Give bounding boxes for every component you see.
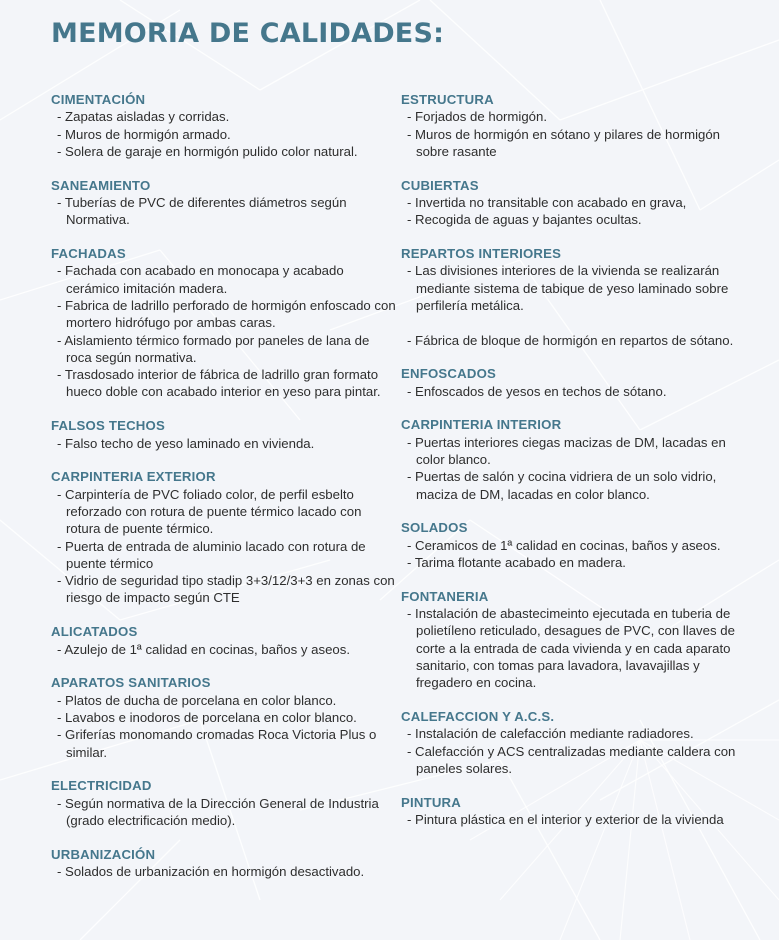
section-aparatos-sanitarios (51, 674, 396, 760)
section-electricidad (51, 777, 396, 829)
section-heading: FACHADAS (51, 246, 126, 262)
list-item: - Puertas interiores ciegas macizas de DM, lacadas en color blanco. (407, 434, 726, 468)
page-title: MEMORIA DE CALIDADES: (51, 18, 445, 49)
list-item: - Instalación de abastecimeinto ejecutada en tuberia de polietíleno reticulado, desagues de PVC, con llaves de corte a la entrada de cada vivienda y en cada aparato sanitario, con tomas para lavadora, lavavajillas y fregadero en cocina. (407, 606, 735, 691)
section-cubiertas (401, 177, 746, 229)
list-item: - Platos de ducha de porcelana en color blanco. (57, 692, 337, 708)
section-heading: ESTRUCTURA (401, 92, 494, 107)
list-item: - Puerta de entrada de aluminio lacado con rotura de puente térmico (57, 538, 366, 571)
section-fontaneria (401, 588, 746, 692)
section-carpinteria-interior (401, 416, 746, 502)
section-heading: SOLADOS (401, 520, 468, 536)
list-item: - Calefacción y ACS centralizadas mediante caldera con paneles solares. (407, 743, 736, 776)
list-item: - Pintura plástica en el interior y exterior de la vivienda (407, 812, 724, 828)
section-enfoscados (401, 365, 746, 400)
list-item: - Muros de hormigón en sótano y pilares de hormigón sobre rasante (407, 126, 721, 159)
section-heading: CARPINTERIA INTERIOR (401, 417, 562, 433)
section-heading: ENFOSCADOS (401, 366, 497, 382)
left-column (51, 91, 396, 897)
section-solados (401, 519, 746, 571)
list-item: - Recogida de aguas y bajantes ocultas. (407, 212, 642, 228)
list-item: - Carpintería de PVC foliado color, de perfil esbelto reforzado con rotura de puente térmico lacado con rotura de puente térmico. (57, 486, 362, 537)
list-item: - Fabrica de ladrillo perforado de hormigón enfoscado con mortero hidrófugo por ambas caras. (57, 297, 396, 331)
list-item: - Tuberías de PVC de diferentes diámetros según Normativa. (57, 194, 347, 228)
list-item: - Invertida no transitable con acabado en grava, (407, 194, 687, 210)
list-item: - Muros de hormigón armado. (57, 126, 231, 142)
list-item: - Solera de garaje en hormigón pulido color natural. (57, 143, 358, 159)
list-item: - Forjados de hormigón. (407, 109, 548, 125)
section-estructura (401, 91, 746, 160)
section-heading: SANEAMIENTO (51, 177, 151, 193)
section-heading: URBANIZACIÓN (51, 846, 156, 862)
section-fachadas (51, 245, 396, 401)
list-item: - Enfoscados de yesos en techos de sótano. (407, 383, 667, 399)
section-cimentacion (51, 91, 396, 160)
list-item: - Vidrio de seguridad tipo stadip 3+3/12/3+3 en zonas con riesgo de impacto según CTE (57, 573, 395, 606)
section-heading: ELECTRICIDAD (51, 778, 152, 794)
right-column (401, 91, 746, 845)
section-heading: ALICATADOS (51, 624, 138, 640)
list-item: - Griferías monomando cromadas Roca Victoria Plus o similar. (57, 727, 377, 760)
section-urbanizacion (51, 846, 396, 881)
list-item: - Zapatas aisladas y corridas. (57, 109, 230, 125)
list-item: - Fachada con acabado en monocapa y acabado cerámico imitación madera. (57, 263, 344, 296)
list-item: - Ceramicos de 1ª calidad en cocinas, baños y aseos. (407, 537, 721, 553)
list-item: - Tarima flotante acabado en madera. (407, 555, 626, 571)
section-heading: CUBIERTAS (401, 177, 479, 193)
list-item: - Aislamiento térmico formado por paneles de lana de roca según normativa. (57, 332, 370, 365)
list-item: - Según normativa de la Dirección General de Industria (grado electrificación medio). (57, 795, 379, 828)
section-heading: CARPINTERIA EXTERIOR (51, 469, 216, 485)
list-item: - Puertas de salón y cocina vidriera de un solo vidrio, maciza de DM, lacadas en color blanco. (407, 469, 717, 502)
list-item: - Lavabos e inodoros de porcelana en color blanco. (57, 709, 357, 725)
section-repartos-interiores (401, 245, 746, 349)
section-carpinteria-exterior (51, 468, 396, 606)
list-item: - Instalación de calefacción mediante radiadores. (407, 726, 694, 742)
section-heading: FALSOS TECHOS (51, 418, 165, 434)
section-falsos-techos (51, 417, 396, 452)
list-item: - Trasdosado interior de fábrica de ladrillo gran formato hueco doble con acabado interior en yeso para pintar. (57, 367, 381, 400)
section-heading: APARATOS SANITARIOS (51, 675, 211, 691)
section-heading: PINTURA (401, 794, 462, 810)
section-heading: REPARTOS INTERIORES (401, 246, 562, 262)
list-item: - Fábrica de bloque de hormigón en repartos de sótano. (407, 332, 734, 348)
section-saneamiento (51, 177, 396, 229)
list-item: - Azulejo de 1ª calidad en cocinas, baños y aseos. (57, 641, 350, 657)
section-calefaccion (401, 708, 746, 777)
section-heading: FONTANERIA (401, 588, 489, 604)
section-alicatados (51, 623, 396, 658)
list-item: - Falso techo de yeso laminado en vivienda. (57, 435, 315, 451)
section-heading: CIMENTACIÓN (51, 92, 146, 107)
section-heading: CALEFACCION Y A.C.S. (401, 709, 555, 725)
list-item: - Las divisiones interiores de la vivienda se realizarán mediante sistema de tabique de yeso laminado sobre perfilería metálica. (407, 263, 729, 313)
section-pintura (401, 794, 746, 829)
list-item: - Solados de urbanización en hormigón desactivado. (57, 863, 365, 879)
